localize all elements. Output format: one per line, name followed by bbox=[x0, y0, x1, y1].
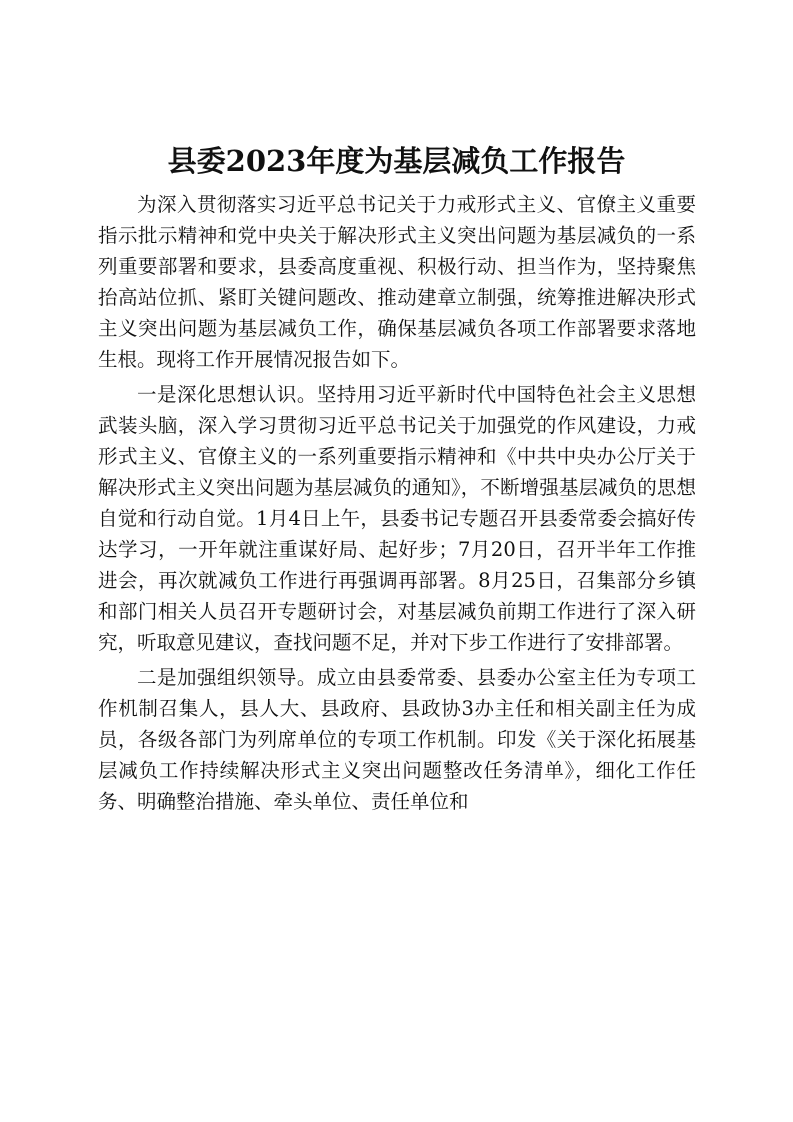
paragraph-intro: 为深入贯彻落实习近平总书记关于力戒形式主义、官僚主义重要指示批示精神和党中央关于解决形式主义突出问题为基层减负的一系列重要部署和要求，县委高度重视、积极行动、担当作为，坚持聚焦抬高站位抓、紧盯关键问题改、推动建章立制强，统筹推进解决形式主义突出问题为基层减负工作，确保基层减负各项工作部署要求落地生根。现将工作开展情况报告如下。 bbox=[98, 193, 696, 371]
document-title: 县委2023年度为基层减负工作报告 bbox=[167, 144, 626, 178]
paragraph-point-two: 二是加强组织领导。成立由县委常委、县委办公室主任为专项工作机制召集人，县人大、县政府、县政协3办主任和相关副主任为成员，各级各部门为列席单位的专项工作机制。印发《关于深化拓展基层减负工作持续解决形式主义突出问题整改任务清单》，细化工作任务、明确整治措施、牵头单位、责任单位和 bbox=[98, 666, 696, 813]
paragraph-point-one: 一是深化思想认识。坚持用习近平新时代中国特色社会主义思想武装头脑，深入学习贯彻习近平总书记关于加强党的作风建设，力戒形式主义、官僚主义的一系列重要指示精神和《中共中央办公厅关于解决形式主义突出问题为基层减负的通知》，不断增强基层减负的思想自觉和行动自觉。1月4日上午，县委书记专题召开县委常委会搞好传达学习，一开年就注重谋好局、起好步；7月20日，召开半年工作推进会，再次就减负工作进行再强调再部署。8月25日，召集部分乡镇和部门相关人员召开专题研讨会，对基层减负前期工作进行了深入研究，听取意见建议，查找问题不足，并对下步工作进行了安排部署。 bbox=[98, 383, 696, 654]
document-body bbox=[98, 189, 696, 821]
